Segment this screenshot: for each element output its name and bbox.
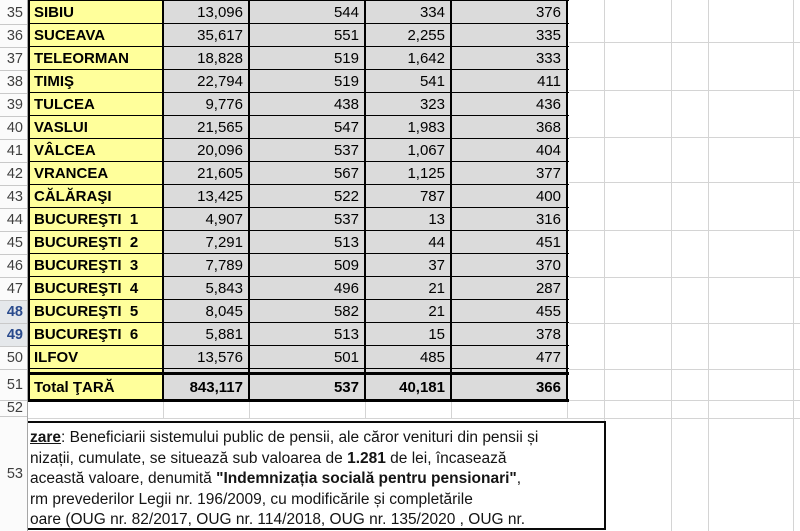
- value-cell[interactable]: 13,096: [164, 1, 250, 23]
- row-number[interactable]: 48: [0, 301, 27, 324]
- value-cell[interactable]: 22,794: [164, 70, 250, 92]
- value-cell[interactable]: 2,255: [366, 24, 452, 46]
- value-cell[interactable]: 485: [366, 346, 452, 368]
- county-cell[interactable]: SIBIU: [30, 1, 164, 23]
- table-row[interactable]: [30, 1, 569, 24]
- value-cell[interactable]: 1,067: [366, 139, 452, 161]
- county-cell[interactable]: VRANCEA: [30, 162, 164, 184]
- value-cell[interactable]: 35,617: [164, 24, 250, 46]
- gridline: [671, 0, 672, 531]
- value-cell[interactable]: 5,881: [164, 323, 250, 345]
- gridline: [793, 0, 794, 531]
- gridline: [365, 402, 366, 418]
- filler-v4: [452, 369, 568, 372]
- row-number[interactable]: 52: [0, 401, 27, 417]
- value-cell[interactable]: 376: [452, 1, 568, 23]
- value-cell[interactable]: 21: [366, 300, 452, 322]
- gridline: [604, 0, 605, 421]
- value-cell[interactable]: 455: [452, 300, 568, 322]
- value-cell[interactable]: 501: [250, 346, 366, 368]
- gridline: [249, 402, 250, 418]
- value-cell[interactable]: 496: [250, 277, 366, 299]
- value-cell[interactable]: 15: [366, 323, 452, 345]
- row-number[interactable]: 45: [0, 232, 27, 255]
- value-cell[interactable]: 411: [452, 70, 568, 92]
- value-cell[interactable]: 522: [250, 185, 366, 207]
- gridline: [569, 182, 800, 183]
- table-row[interactable]: [30, 254, 569, 277]
- county-cell[interactable]: BUCUREŞTI 1: [30, 208, 164, 230]
- gridline: [569, 323, 800, 324]
- filler-county: [30, 369, 164, 372]
- value-cell[interactable]: 513: [250, 231, 366, 253]
- gridline: [569, 230, 800, 231]
- value-cell[interactable]: 477: [452, 346, 568, 368]
- value-cell[interactable]: 370: [452, 254, 568, 276]
- value-cell[interactable]: 335: [452, 24, 568, 46]
- note-line: zare: Beneficiarii sistemului public de pensii, ale căror venituri din pensii și: [30, 429, 539, 446]
- value-cell[interactable]: 787: [366, 185, 452, 207]
- value-cell[interactable]: 1,983: [366, 116, 452, 138]
- total-label-cell[interactable]: Total ŢARĂ: [30, 375, 164, 399]
- gridline: [569, 42, 800, 43]
- row-number[interactable]: 42: [0, 163, 27, 186]
- value-cell[interactable]: 37: [366, 254, 452, 276]
- value-cell[interactable]: 378: [452, 323, 568, 345]
- value-cell[interactable]: 544: [250, 1, 366, 23]
- value-cell[interactable]: 21: [366, 277, 452, 299]
- value-cell[interactable]: 334: [366, 1, 452, 23]
- row-number[interactable]: 37: [0, 48, 27, 71]
- county-cell[interactable]: VASLUI: [30, 116, 164, 138]
- table-rows: [30, 1, 569, 369]
- gridline: [567, 402, 568, 418]
- value-cell[interactable]: 541: [366, 70, 452, 92]
- county-cell[interactable]: BUCUREŞTI 6: [30, 323, 164, 345]
- value-cell[interactable]: 519: [250, 47, 366, 69]
- gridline: [451, 402, 452, 418]
- gridline: [569, 400, 800, 401]
- gridline: [163, 402, 164, 418]
- note-line: rm prevederilor Legii nr. 196/2009, cu modificările și completările: [30, 490, 473, 508]
- row-number[interactable]: 38: [0, 71, 27, 94]
- row-number[interactable]: 49: [0, 324, 27, 347]
- table-row[interactable]: [30, 162, 569, 185]
- filler-v3: [366, 369, 452, 372]
- value-cell[interactable]: 18,828: [164, 47, 250, 69]
- value-cell[interactable]: 404: [452, 139, 568, 161]
- table-row[interactable]: [30, 139, 569, 162]
- county-cell[interactable]: BUCUREŞTI 5: [30, 300, 164, 322]
- row-number[interactable]: 43: [0, 186, 27, 209]
- value-cell[interactable]: 44: [366, 231, 452, 253]
- value-cell[interactable]: 436: [452, 93, 568, 115]
- table-row[interactable]: [30, 24, 569, 47]
- gridline: [708, 0, 709, 531]
- filler-v2: [250, 369, 366, 372]
- value-cell[interactable]: 21,605: [164, 162, 250, 184]
- value-cell[interactable]: 7,789: [164, 254, 250, 276]
- value-cell[interactable]: 13: [366, 208, 452, 230]
- table-row[interactable]: [30, 70, 569, 93]
- value-cell[interactable]: 13,576: [164, 346, 250, 368]
- gridline: [28, 418, 800, 419]
- value-cell[interactable]: 4,907: [164, 208, 250, 230]
- row-number[interactable]: 53: [0, 417, 27, 531]
- table-row[interactable]: [30, 231, 569, 254]
- note-line: această valoare, denumită "Indemnizația socială pentru pensionari",: [30, 470, 522, 487]
- table-row[interactable]: [30, 346, 569, 369]
- data-table: [28, 0, 569, 402]
- value-cell[interactable]: 567: [250, 162, 366, 184]
- gridline: [569, 369, 800, 370]
- county-cell[interactable]: TULCEA: [30, 93, 164, 115]
- value-cell[interactable]: 368: [452, 116, 568, 138]
- value-cell[interactable]: 438: [250, 93, 366, 115]
- county-cell[interactable]: CĂLĂRAŞI: [30, 185, 164, 207]
- row-number[interactable]: 40: [0, 117, 27, 140]
- value-cell[interactable]: 20,096: [164, 139, 250, 161]
- value-cell[interactable]: 287: [452, 277, 568, 299]
- county-cell[interactable]: VÂLCEA: [30, 139, 164, 161]
- table-row[interactable]: [30, 300, 569, 323]
- county-cell[interactable]: SUCEAVA: [30, 24, 164, 46]
- value-cell[interactable]: 537: [250, 208, 366, 230]
- row-number[interactable]: 50: [0, 347, 27, 370]
- value-cell[interactable]: 21,565: [164, 116, 250, 138]
- value-cell[interactable]: 551: [250, 24, 366, 46]
- note-line: nizații, cumulate, se situează sub valoarea de 1.281 de lei, încasează: [30, 449, 507, 467]
- row-header-column: [0, 0, 28, 531]
- value-cell[interactable]: 323: [366, 93, 452, 115]
- county-cell[interactable]: TELEORMAN: [30, 47, 164, 69]
- row-number[interactable]: 47: [0, 278, 27, 301]
- value-cell[interactable]: 509: [250, 254, 366, 276]
- table-row[interactable]: [30, 116, 569, 139]
- value-cell[interactable]: 316: [452, 208, 568, 230]
- note-textbox[interactable]: [28, 421, 606, 530]
- county-cell[interactable]: ILFOV: [30, 346, 164, 368]
- gridline: [569, 137, 800, 138]
- table-row[interactable]: [30, 277, 569, 300]
- value-cell[interactable]: 1,125: [366, 162, 452, 184]
- total-value-cell[interactable]: 40,181: [366, 375, 452, 399]
- table-row[interactable]: [30, 323, 569, 346]
- county-cell[interactable]: BUCUREŞTI 3: [30, 254, 164, 276]
- table-row-total[interactable]: [30, 372, 569, 402]
- value-cell[interactable]: 1,642: [366, 47, 452, 69]
- value-cell[interactable]: 451: [452, 231, 568, 253]
- table-row[interactable]: [30, 47, 569, 70]
- gridline: [569, 90, 800, 91]
- total-value-cell[interactable]: 843,117: [164, 375, 250, 399]
- gridline: [569, 277, 800, 278]
- total-value-cell[interactable]: 537: [250, 375, 366, 399]
- note-line: oare (OUG nr. 82/2017, OUG nr. 114/2018, OUG nr. 135/2020 , OUG nr.: [30, 511, 526, 528]
- value-cell[interactable]: 9,776: [164, 93, 250, 115]
- row-number[interactable]: 46: [0, 255, 27, 278]
- county-cell[interactable]: TIMIŞ: [30, 70, 164, 92]
- table-row[interactable]: [30, 93, 569, 116]
- value-cell[interactable]: 5,843: [164, 277, 250, 299]
- table-row[interactable]: [30, 185, 569, 208]
- value-cell[interactable]: 537: [250, 139, 366, 161]
- value-cell[interactable]: 8,045: [164, 300, 250, 322]
- row-number[interactable]: 44: [0, 209, 27, 232]
- value-cell[interactable]: 7,291: [164, 231, 250, 253]
- row-number[interactable]: 41: [0, 140, 27, 163]
- value-cell[interactable]: 400: [452, 185, 568, 207]
- value-cell[interactable]: 513: [250, 323, 366, 345]
- filler-v1: [164, 369, 250, 372]
- row-number[interactable]: 35: [0, 2, 27, 25]
- value-cell[interactable]: 582: [250, 300, 366, 322]
- total-value-cell[interactable]: 366: [452, 375, 568, 399]
- value-cell[interactable]: 547: [250, 116, 366, 138]
- row-number[interactable]: 39: [0, 94, 27, 117]
- county-cell[interactable]: BUCUREŞTI 2: [30, 231, 164, 253]
- table-filler-strip: [30, 369, 569, 372]
- value-cell[interactable]: 333: [452, 47, 568, 69]
- row-number-total[interactable]: 51: [0, 370, 27, 401]
- row-number[interactable]: 36: [0, 25, 27, 48]
- table-row[interactable]: [30, 208, 569, 231]
- county-cell[interactable]: BUCUREŞTI 4: [30, 277, 164, 299]
- value-cell[interactable]: 377: [452, 162, 568, 184]
- value-cell[interactable]: 13,425: [164, 185, 250, 207]
- value-cell[interactable]: 519: [250, 70, 366, 92]
